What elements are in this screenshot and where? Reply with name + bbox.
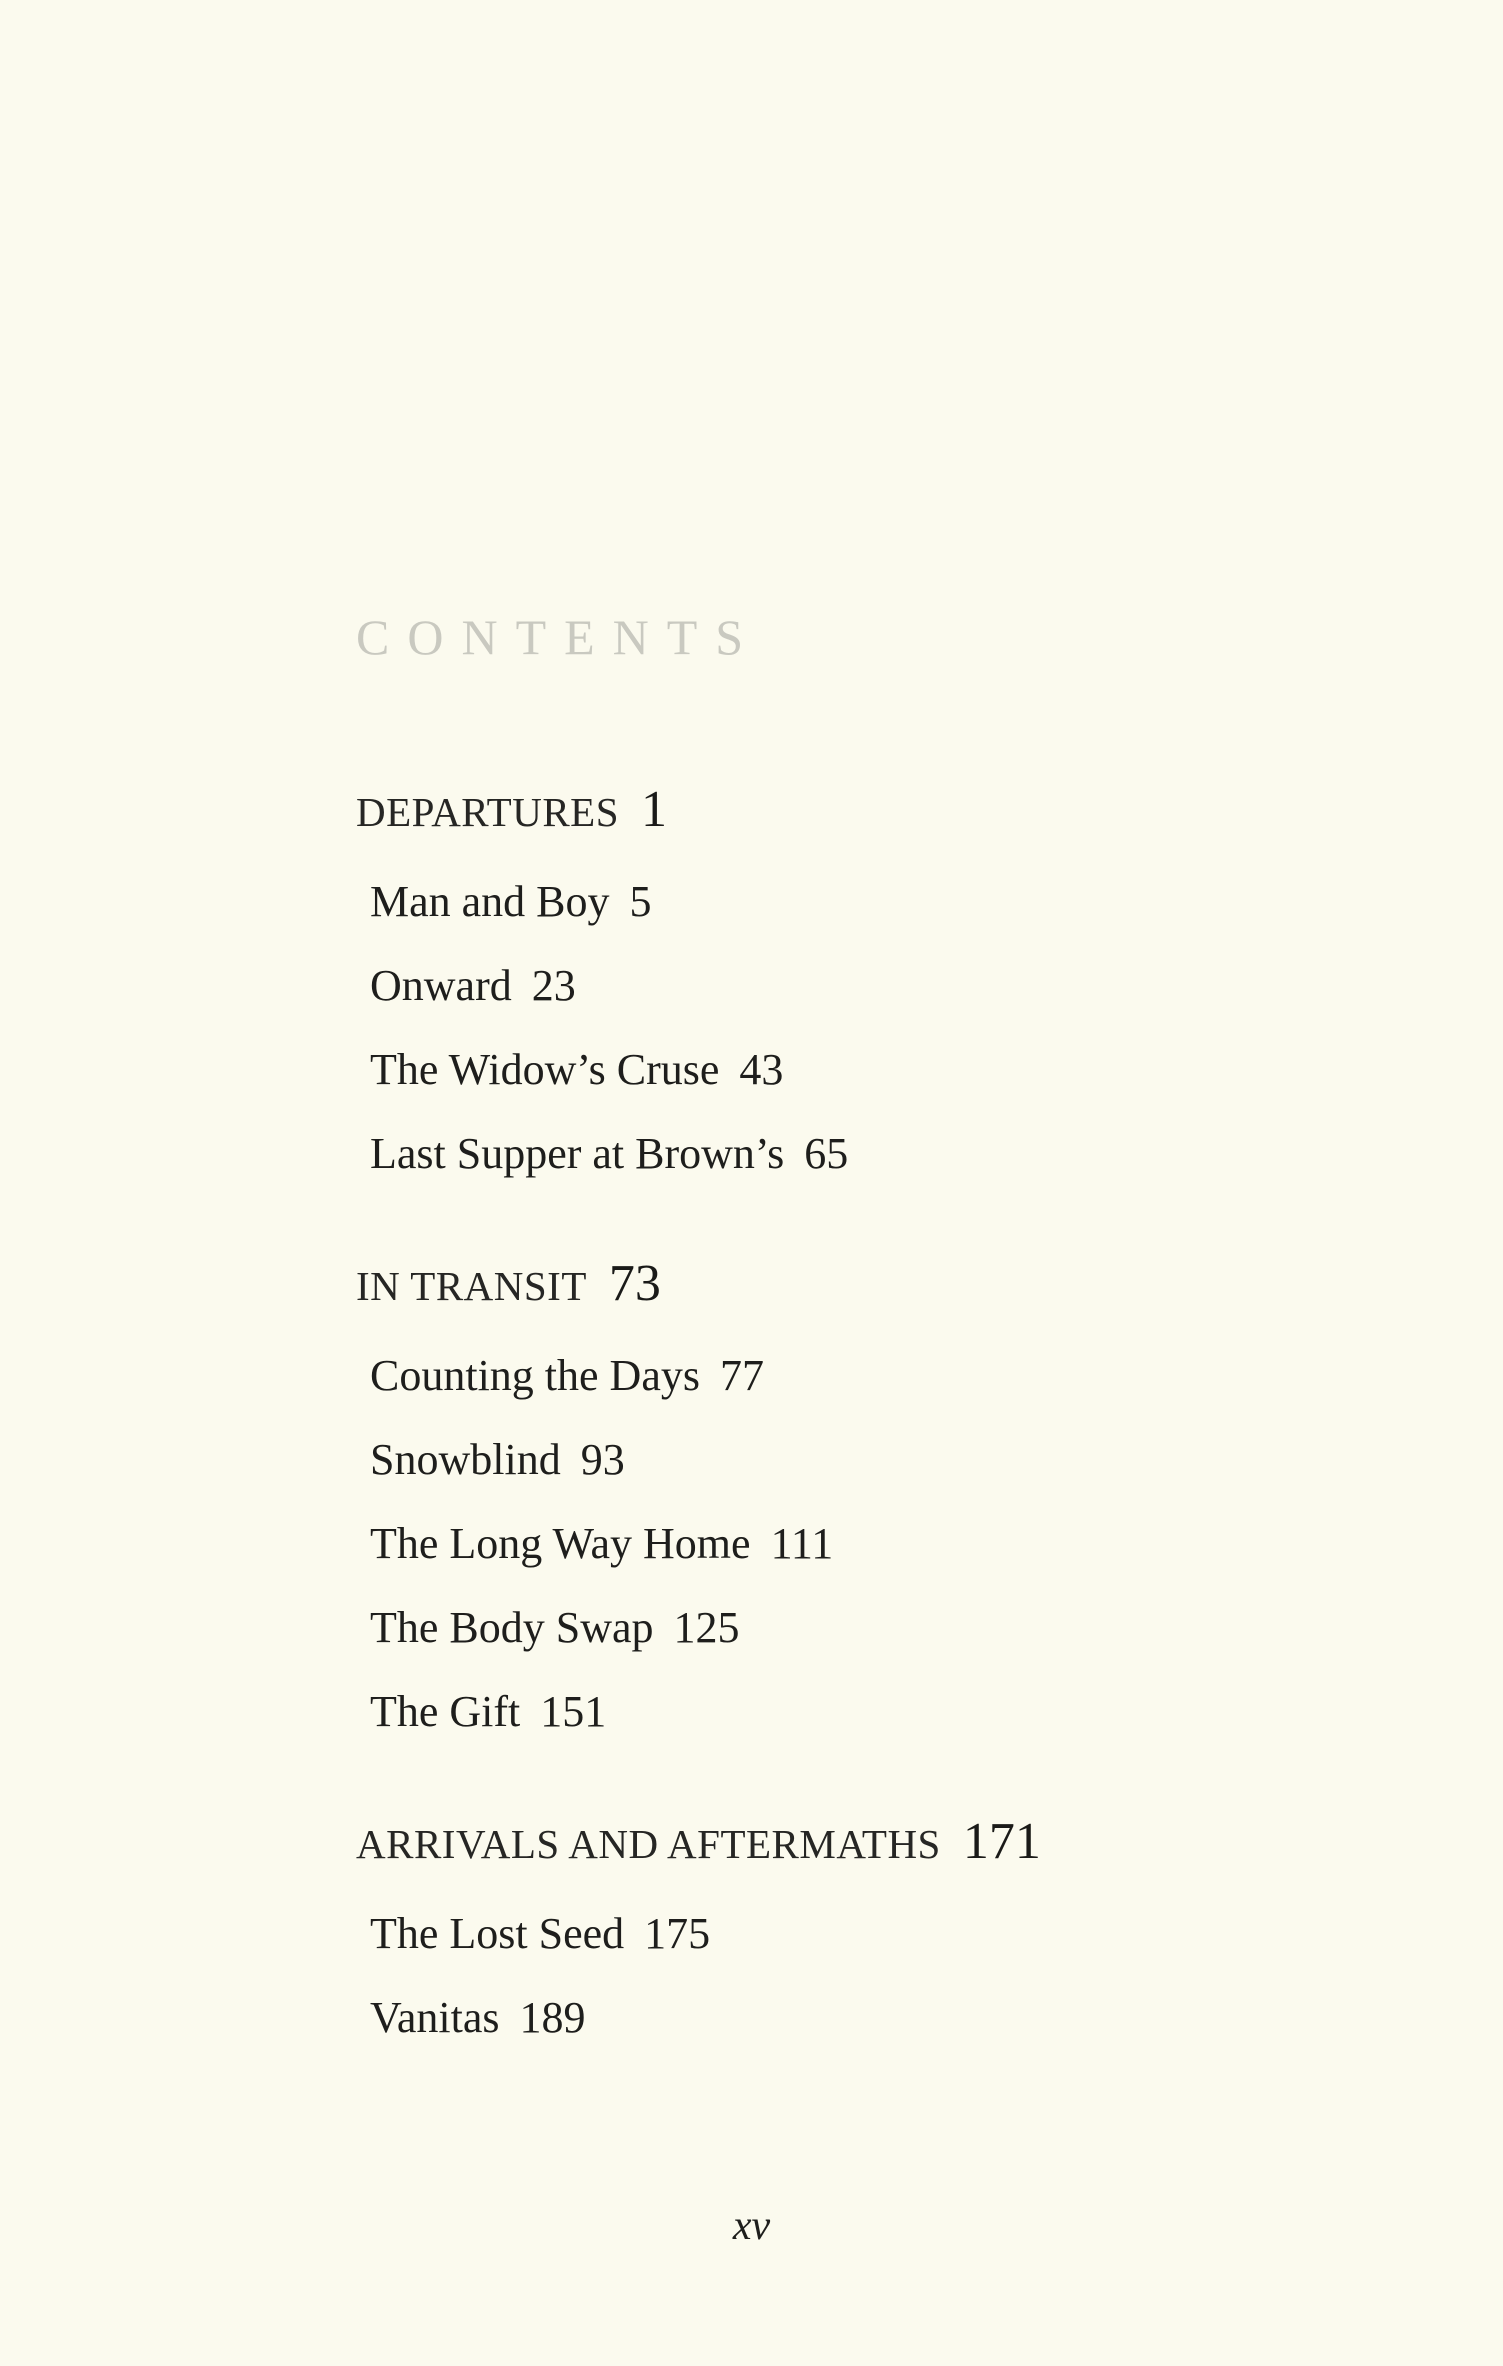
chapter-title: Onward <box>370 961 512 1010</box>
chapter-page-number: 189 <box>519 1993 586 2042</box>
chapter-title: Man and Boy <box>370 877 610 926</box>
chapter-title: Last Supper at Brown’s <box>370 1129 785 1178</box>
chapter-entry <box>370 1892 1256 1976</box>
chapter-entry <box>370 944 1256 1028</box>
chapter-entry <box>370 1976 1256 2060</box>
table-of-contents <box>356 780 1256 2060</box>
contents-heading: CONTENTS <box>356 609 762 665</box>
chapter-list <box>370 1334 1256 1754</box>
toc-section <box>356 780 1256 1196</box>
toc-section <box>356 1812 1256 2060</box>
chapter-list <box>370 1892 1256 2060</box>
chapter-title: The Widow’s Cruse <box>370 1045 720 1094</box>
section-spacer <box>356 1754 1256 1812</box>
chapter-page-number: 93 <box>580 1435 625 1484</box>
chapter-page-number: 43 <box>739 1045 784 1094</box>
chapter-page-number: 125 <box>673 1603 740 1652</box>
section-heading <box>356 1254 1256 1314</box>
section-title: ARRIVALS AND AFTERMATHS <box>356 1821 941 1867</box>
chapter-page-number: 23 <box>531 961 576 1010</box>
section-page-number: 73 <box>608 1255 661 1312</box>
section-spacer <box>356 1196 1256 1254</box>
chapter-page-number: 111 <box>770 1519 834 1568</box>
chapter-page-number: 65 <box>804 1129 849 1178</box>
chapter-entry <box>370 1112 1256 1196</box>
chapter-entry <box>370 860 1256 944</box>
chapter-page-number: 5 <box>629 877 652 926</box>
chapter-page-number: 151 <box>540 1687 607 1736</box>
chapter-entry <box>370 1334 1256 1418</box>
chapter-entry <box>370 1028 1256 1112</box>
chapter-entry <box>370 1586 1256 1670</box>
chapter-title: The Gift <box>370 1687 521 1736</box>
chapter-list <box>370 860 1256 1196</box>
toc-section <box>356 1254 1256 1754</box>
chapter-page-number: 77 <box>719 1351 764 1400</box>
chapter-entry <box>370 1418 1256 1502</box>
chapter-title: Vanitas <box>370 1993 500 2042</box>
page-folio: xv <box>732 2203 771 2249</box>
chapter-entry <box>370 1502 1256 1586</box>
section-page-number: 171 <box>962 1813 1041 1870</box>
chapter-title: The Lost Seed <box>370 1909 625 1958</box>
chapter-page-number: 175 <box>644 1909 711 1958</box>
section-page-number: 1 <box>641 781 668 838</box>
chapter-title: The Body Swap <box>370 1603 654 1652</box>
chapter-title: Counting the Days <box>370 1351 700 1400</box>
chapter-title: The Long Way Home <box>370 1519 751 1568</box>
section-heading <box>356 1812 1256 1872</box>
section-title: DEPARTURES <box>356 789 620 835</box>
chapter-title: Snowblind <box>370 1435 561 1484</box>
section-title: IN TRANSIT <box>356 1263 587 1309</box>
chapter-entry <box>370 1670 1256 1754</box>
section-heading <box>356 780 1256 840</box>
